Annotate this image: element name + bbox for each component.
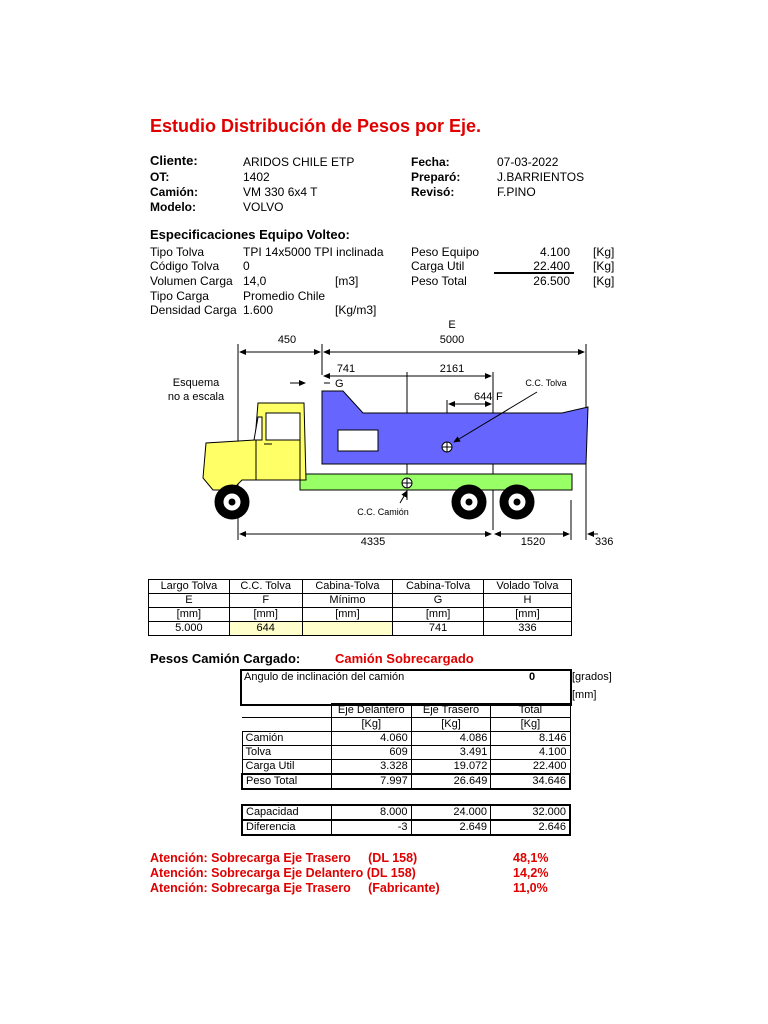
dims-letter-row: [149, 594, 572, 608]
cell-delantero: 7.997: [331, 774, 411, 789]
carga-util-label: Carga Util: [411, 259, 465, 273]
dims-value-input[interactable]: [302, 622, 393, 636]
carga-util-value: 22.400: [533, 259, 570, 273]
densidad-value: 1.600: [243, 303, 274, 317]
peso-total-unit: [Kg]: [593, 274, 615, 288]
camion-value: VM 330 6x4 T: [243, 185, 318, 199]
volumen-label: Volumen Carga: [150, 274, 233, 288]
dims-unit-row: [149, 608, 572, 622]
cliente-label: Cliente:: [150, 153, 198, 168]
fecha-label: Fecha:: [411, 155, 450, 169]
ot-value: 1402: [243, 170, 270, 184]
dim-741-label: 741: [336, 363, 356, 375]
col-header: Total: [491, 704, 570, 718]
cliente-value: ARIDOS CHILE ETP: [243, 155, 355, 169]
dims-header: Largo Tolva: [149, 580, 230, 594]
cell-delantero: 4.060: [331, 732, 411, 746]
cell-trasero: 4.086: [411, 732, 491, 746]
dims-value: 741: [393, 622, 484, 636]
dims-letter: H: [483, 594, 571, 608]
tipo-tolva-label: Tipo Tolva: [150, 245, 205, 259]
modelo-value: VOLVO: [243, 200, 284, 214]
dim-450-label: 450: [277, 334, 297, 346]
dims-value-row: [149, 622, 572, 636]
codigo-tolva-label: Código Tolva: [150, 259, 220, 273]
volumen-unit: [m3]: [335, 274, 359, 288]
alert-value: 11,0%: [513, 881, 548, 895]
cell-trasero: 26.649: [411, 774, 491, 789]
mm-unit: [mm]: [572, 689, 597, 701]
cell-total: 32.000: [491, 805, 571, 820]
dim-g-label: G: [335, 378, 344, 390]
dims-unit: [mm]: [483, 608, 571, 622]
preparo-value: J.BARRIENTOS: [497, 170, 585, 184]
table-row-total: [242, 774, 570, 789]
weights-unit-row: [242, 718, 570, 732]
grados-unit: [grados]: [572, 671, 612, 683]
cell-delantero: -3: [332, 820, 411, 835]
row-label: Peso Total: [242, 774, 331, 789]
dim-2161-label: 2161: [439, 363, 465, 375]
col-header: Eje Trasero: [411, 704, 491, 718]
dims-header: Cabina-Tolva: [302, 580, 393, 594]
dims-unit: [mm]: [302, 608, 393, 622]
peso-total-value: 26.500: [533, 274, 570, 288]
row-label: Carga Util: [242, 760, 331, 775]
dim-644-label: 644: [474, 391, 493, 403]
dims-letter: E: [149, 594, 230, 608]
dims-value-input[interactable]: 644: [229, 622, 302, 636]
table-row: [242, 746, 570, 760]
alert-text: Atención: Sobrecarga Eje Delantero (DL 158): [150, 866, 416, 880]
capacity-table: [241, 804, 571, 836]
col-unit: [Kg]: [331, 718, 411, 732]
dims-header: Volado Tolva: [483, 580, 571, 594]
dims-header-row: [149, 580, 572, 594]
cell-delantero: 3.328: [331, 760, 411, 775]
cc-tolva-label: C.C. Tolva: [525, 378, 567, 388]
specs-heading: Especificaciones Equipo Volteo:: [150, 227, 350, 242]
peso-total-label: Peso Total: [411, 274, 467, 288]
table-row: [242, 732, 570, 746]
row-label: Tolva: [242, 746, 331, 760]
row-label: Diferencia: [242, 820, 332, 835]
modelo-label: Modelo:: [150, 200, 196, 214]
peso-equipo-label: Peso Equipo: [411, 245, 480, 259]
dim-1520-label: 1520: [520, 536, 546, 548]
dims-letter: G: [393, 594, 484, 608]
col-header: Eje Delantero: [331, 704, 411, 718]
cell-delantero: 8.000: [332, 805, 411, 820]
cell-delantero: 609: [331, 746, 411, 760]
fecha-value: 07-03-2022: [497, 155, 559, 169]
row-label: Capacidad: [242, 805, 332, 820]
reviso-label: Revisó:: [411, 185, 455, 199]
dims-unit: [mm]: [393, 608, 484, 622]
dim-5000-label: 5000: [439, 334, 465, 346]
cell-total: 4.100: [491, 746, 570, 760]
dims-unit: [mm]: [149, 608, 230, 622]
dims-table: [148, 579, 572, 636]
preparo-label: Preparó:: [411, 170, 461, 184]
tipo-carga-label: Tipo Carga: [150, 289, 209, 303]
ot-label: OT:: [150, 170, 170, 184]
cell-trasero: 19.072: [411, 760, 491, 775]
table-row: [242, 760, 570, 775]
alert-value: 48,1%: [513, 851, 549, 865]
codigo-tolva-value: 0: [243, 259, 250, 273]
dims-unit: [mm]: [229, 608, 302, 622]
dims-letter: Mínimo: [302, 594, 393, 608]
tipo-carga-value: Promedio Chile: [243, 289, 326, 303]
col-unit: [Kg]: [491, 718, 570, 732]
dim-e-label: E: [448, 319, 456, 331]
dims-value: 5.000: [149, 622, 230, 636]
table-row-diferencia: [242, 820, 570, 835]
camion-label: Camión:: [150, 185, 198, 199]
tipo-tolva-value: TPI 14x5000 TPI inclinada: [243, 245, 384, 259]
cell-total: 34.646: [491, 774, 570, 789]
esquema-label-2: no a escala: [167, 391, 225, 403]
cc-camion-label: C.C. Camión: [357, 507, 409, 517]
cell-trasero: 3.491: [411, 746, 491, 760]
densidad-unit: [Kg/m3]: [335, 303, 377, 317]
dims-header: C.C. Tolva: [229, 580, 302, 594]
esquema-label-1: Esquema: [172, 377, 220, 389]
dims-letter: F: [229, 594, 302, 608]
cell-total: 8.146: [491, 732, 570, 746]
densidad-label: Densidad Carga: [150, 303, 237, 317]
status-badge: Camión Sobrecargado: [335, 651, 474, 666]
angle-label: Angulo de inclinación del camión: [244, 671, 405, 683]
cell-trasero: 2.649: [411, 820, 490, 835]
dims-value: 336: [483, 622, 571, 636]
peso-equipo-value: 4.100: [539, 245, 570, 259]
alert-text: Atención: Sobrecarga Eje Trasero (DL 158): [150, 851, 418, 865]
cell-total: 22.400: [491, 760, 570, 775]
peso-equipo-unit: [Kg]: [593, 245, 615, 259]
row-label: Camión: [242, 732, 331, 746]
carga-util-unit: [Kg]: [593, 259, 615, 273]
col-unit: [Kg]: [411, 718, 491, 732]
page-title: Estudio Distribución de Pesos por Eje.: [150, 116, 482, 136]
cell-total: 2.646: [491, 820, 571, 835]
weights-header-row: [242, 704, 570, 718]
alert-value: 14,2%: [513, 866, 549, 880]
dim-f-label: F: [496, 391, 503, 403]
dim-4335-label: 4335: [360, 536, 386, 548]
pesos-heading: Pesos Camión Cargado:: [150, 651, 301, 666]
cell-trasero: 24.000: [411, 805, 490, 820]
reviso-value: F.PINO: [497, 185, 536, 199]
dims-header: Cabina-Tolva: [393, 580, 484, 594]
weights-table: [241, 703, 571, 790]
alert-text: Atención: Sobrecarga Eje Trasero (Fabricante): [150, 881, 440, 895]
dim-336-label: 336: [595, 536, 614, 548]
angle-value[interactable]: 0: [529, 671, 536, 683]
table-row-capacidad: [242, 805, 570, 820]
volumen-value: 14,0: [243, 274, 267, 288]
